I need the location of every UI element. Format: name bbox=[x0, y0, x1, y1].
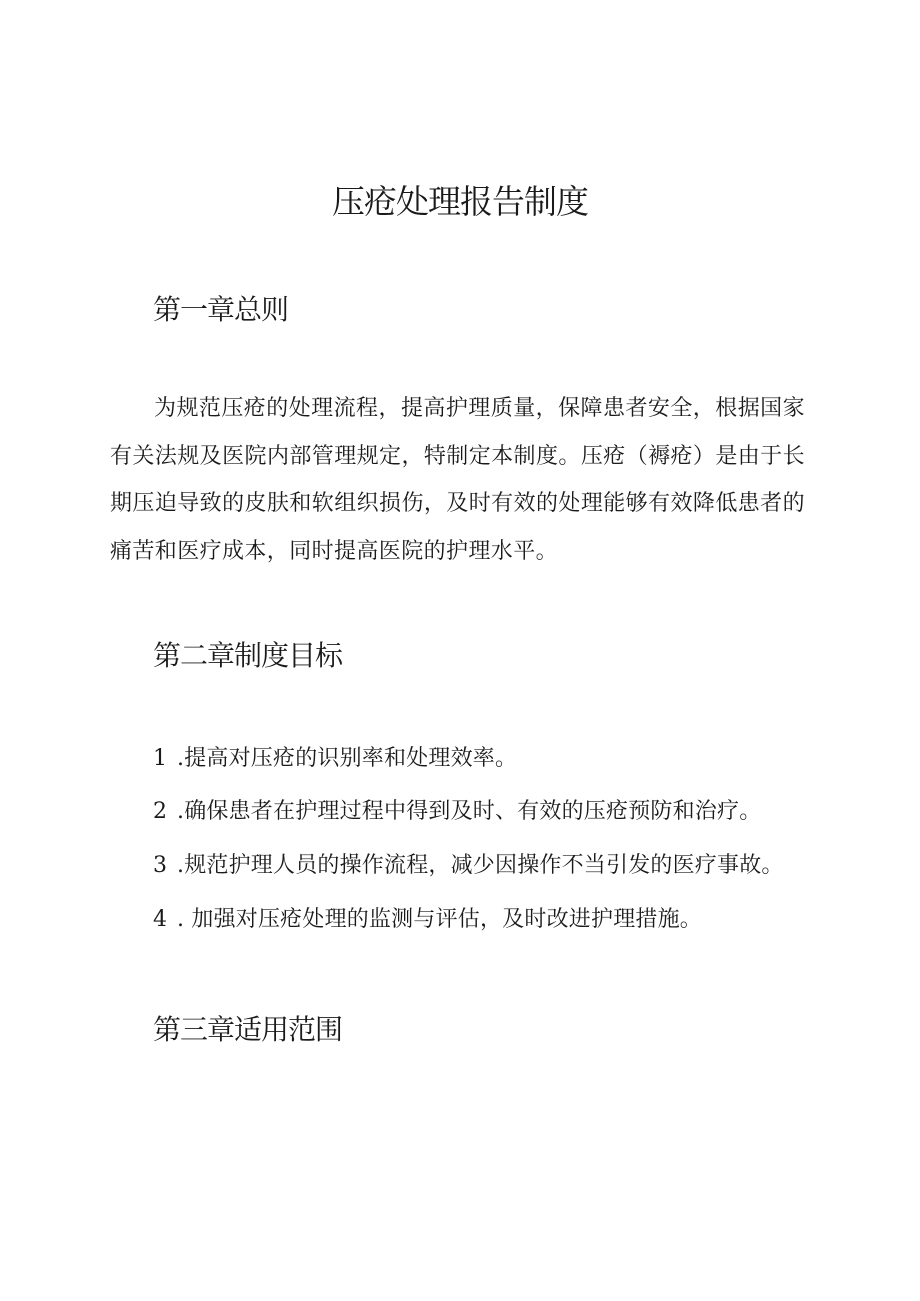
chapter-1-heading: 第一章总则 bbox=[153, 293, 289, 326]
document-title: 压疮处理报告制度 bbox=[332, 182, 588, 221]
goal-text: .提高对压疮的识别率和处理效率。 bbox=[177, 746, 518, 771]
goal-number: 4 bbox=[153, 907, 168, 932]
goal-text: .确保患者在护理过程中得到及时、有效的压疮预防和治疗。 bbox=[177, 799, 762, 824]
goal-text: .规范护理人员的操作流程，减少因操作不当引发的医疗事故。 bbox=[177, 853, 784, 878]
chapter-2-heading: 第二章制度目标 bbox=[153, 639, 343, 672]
goal-number: 3 bbox=[153, 853, 168, 878]
goal-item-3 bbox=[153, 851, 784, 881]
goal-number: 1 bbox=[153, 746, 168, 771]
goal-number: 2 bbox=[153, 799, 168, 824]
goal-item-1 bbox=[153, 744, 517, 774]
chapter-1-paragraph: 为规范压疮的处理流程，提高护理质量，保障患者安全，根据国家有关法规及医院内部管理规定，特制定本制度。压疮（褥疮）是由于长期压迫导致的皮肤和软组织损伤，及时有效的处理能够有效降低患者的痛苦和医疗成本，同时提高医院的护理水平。 bbox=[110, 396, 805, 564]
goal-item-2 bbox=[153, 797, 761, 827]
goal-text: . 加强对压疮处理的监测与评估，及时改进护理措施。 bbox=[177, 907, 702, 932]
goal-item-4 bbox=[153, 905, 702, 935]
chapter-3-heading: 第三章适用范围 bbox=[153, 1013, 343, 1046]
